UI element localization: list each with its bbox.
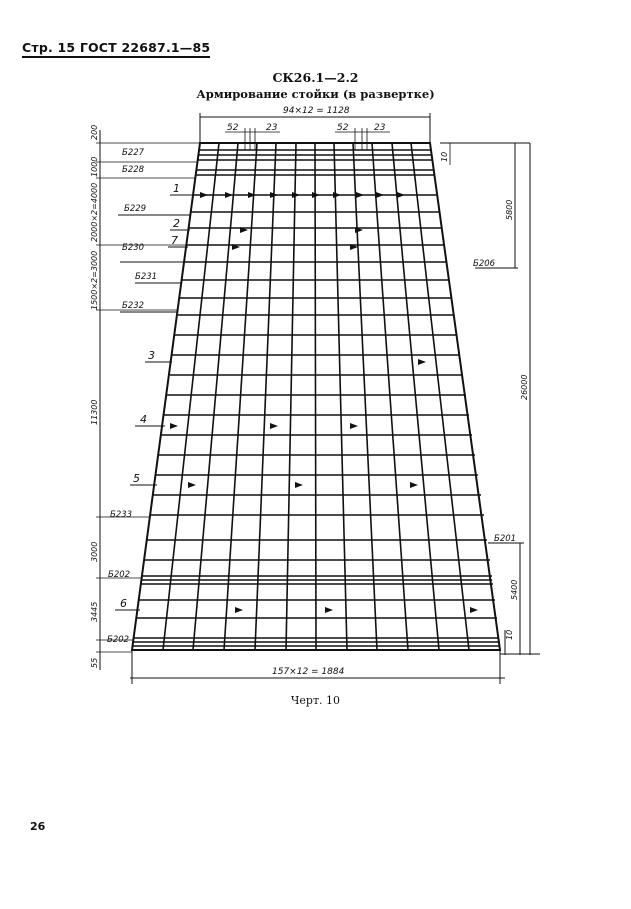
figure-caption: Черт. 10 [290,694,341,707]
left-dimension: 200 [90,124,99,140]
position-marker: 3 [148,349,155,362]
bar-label: Б206 [473,259,496,269]
drawing-code: СК26.1—2.2 [272,70,359,85]
right-dimension: 10 [505,629,514,640]
left-dimension: 3445 [90,601,99,622]
page-header: Стр. 15 ГОСТ 22687.1—85 [22,40,210,58]
left-dimension: 2000×2=4000 [90,182,99,242]
spacing-label: 23 [374,123,386,133]
right-dimension: 5400 [510,579,519,600]
bar-label: Б233 [110,510,133,520]
bar-label: Б202 [108,570,131,580]
spacing-label: 52 [337,123,349,133]
left-dimension: 3000 [90,541,99,562]
bar-label: Б232 [122,301,145,311]
bar-label: Б227 [122,148,145,158]
position-marker: 5 [133,472,140,485]
bar-label: Б202 [107,635,130,645]
bar-label: Б230 [122,243,145,253]
bar-label: Б228 [122,165,145,175]
left-dimension: 11300 [90,399,99,425]
drawing-subtitle: Армирование стойки (в развертке) [196,87,435,101]
left-dimension: 1500×2=3000 [90,250,99,310]
spacing-label: 23 [266,123,278,133]
top-dimension-label: 94×12 = 1128 [283,106,350,116]
right-dimension: 26000 [520,374,529,400]
right-dimension: 5800 [505,199,514,220]
position-marker: 4 [140,413,147,426]
position-marker: 2 [173,217,180,230]
bar-label: Б229 [124,204,147,214]
bottom-dimension-label: 157×12 = 1884 [272,667,345,677]
left-dimension: 55 [90,657,99,668]
spacing-label: 52 [227,123,239,133]
left-dimension: 1000 [90,156,99,177]
right-dimension: 10 [440,151,449,162]
bar-label: Б201 [494,534,517,544]
bar-label: Б231 [135,272,158,282]
position-marker: 6 [120,597,127,610]
position-marker: 1 [173,182,180,195]
page-number: 26 [30,820,46,833]
position-marker: 7 [171,234,178,247]
